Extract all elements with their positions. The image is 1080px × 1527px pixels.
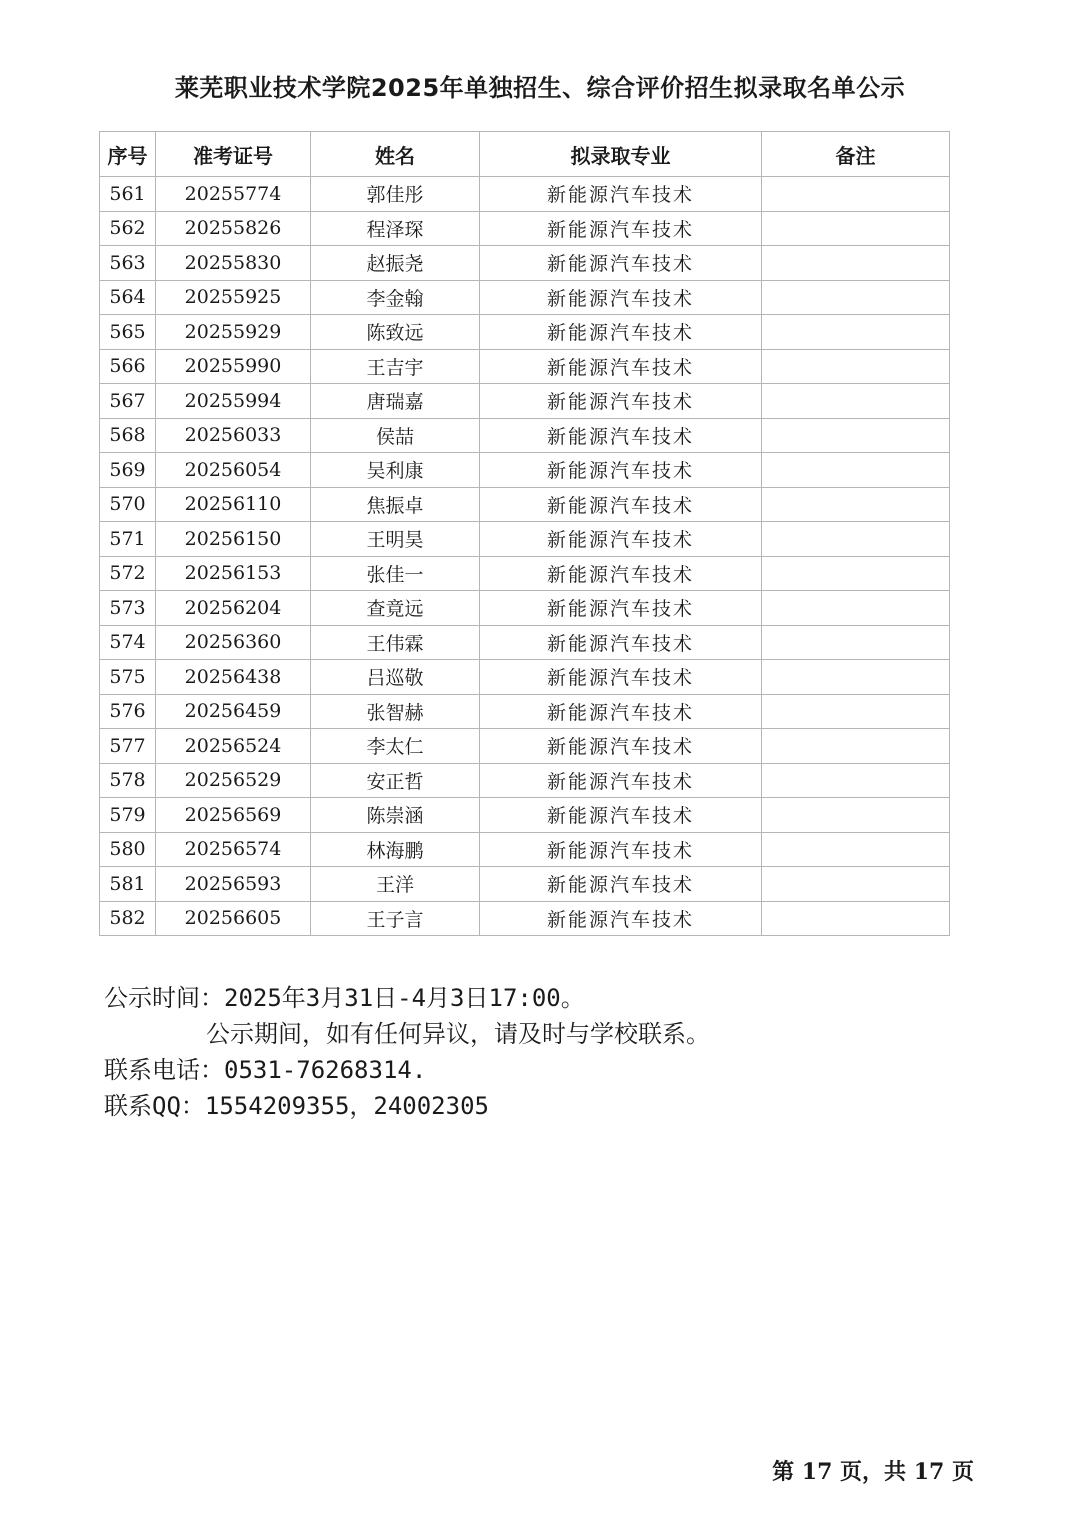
cell-exam-id: 20255774 — [156, 177, 311, 212]
cell-exam-id: 20256574 — [156, 832, 311, 867]
cell-seq: 569 — [100, 453, 156, 488]
cell-exam-id: 20256033 — [156, 418, 311, 453]
cell-seq: 567 — [100, 384, 156, 419]
cell-seq: 566 — [100, 349, 156, 384]
cell-major: 新能源汽车技术 — [480, 556, 762, 591]
cell-remarks — [762, 384, 950, 419]
cell-remarks — [762, 453, 950, 488]
cell-name: 查竟远 — [311, 591, 480, 626]
notice-objection: 公示期间，如有任何异议，请及时与学校联系。 — [206, 1020, 710, 1048]
cell-seq: 575 — [100, 660, 156, 695]
cell-name: 陈崇涵 — [311, 798, 480, 833]
header-exam-id: 准考证号 — [156, 132, 311, 177]
table-row — [100, 660, 950, 695]
table-row — [100, 211, 950, 246]
cell-exam-id: 20255830 — [156, 246, 311, 281]
cell-major: 新能源汽车技术 — [480, 867, 762, 902]
cell-exam-id: 20256459 — [156, 694, 311, 729]
cell-major: 新能源汽车技术 — [480, 729, 762, 764]
cell-remarks — [762, 867, 950, 902]
cell-seq: 572 — [100, 556, 156, 591]
cell-seq: 573 — [100, 591, 156, 626]
cell-name: 王伟霖 — [311, 625, 480, 660]
cell-remarks — [762, 280, 950, 315]
cell-major: 新能源汽车技术 — [480, 487, 762, 522]
cell-major: 新能源汽车技术 — [480, 763, 762, 798]
cell-exam-id: 20256593 — [156, 867, 311, 902]
cell-major: 新能源汽车技术 — [480, 280, 762, 315]
cell-exam-id: 20255925 — [156, 280, 311, 315]
cell-remarks — [762, 591, 950, 626]
cell-exam-id: 20256204 — [156, 591, 311, 626]
cell-seq: 576 — [100, 694, 156, 729]
cell-major: 新能源汽车技术 — [480, 418, 762, 453]
table-row — [100, 556, 950, 591]
table-row — [100, 487, 950, 522]
cell-remarks — [762, 729, 950, 764]
table-row — [100, 453, 950, 488]
cell-remarks — [762, 487, 950, 522]
contact-qq: 联系QQ：1554209355，24002305 — [104, 1092, 489, 1120]
cell-exam-id: 20255994 — [156, 384, 311, 419]
header-remarks: 备注 — [762, 132, 950, 177]
cell-name: 张智赫 — [311, 694, 480, 729]
cell-exam-id: 20255929 — [156, 315, 311, 350]
cell-remarks — [762, 211, 950, 246]
cell-remarks — [762, 349, 950, 384]
cell-name: 赵振尧 — [311, 246, 480, 281]
cell-major: 新能源汽车技术 — [480, 798, 762, 833]
cell-exam-id: 20255826 — [156, 211, 311, 246]
table-row — [100, 384, 950, 419]
table-row — [100, 901, 950, 936]
cell-name: 吴利康 — [311, 453, 480, 488]
contact-phone: 联系电话：0531-76268314. — [104, 1056, 427, 1084]
cell-name: 王明昊 — [311, 522, 480, 557]
cell-remarks — [762, 798, 950, 833]
cell-seq: 561 — [100, 177, 156, 212]
cell-exam-id: 20256438 — [156, 660, 311, 695]
table-header-row — [100, 132, 950, 177]
cell-seq: 563 — [100, 246, 156, 281]
page-number: 第 17 页，共 17 页 — [772, 1459, 974, 1485]
cell-exam-id: 20256569 — [156, 798, 311, 833]
cell-name: 李金翰 — [311, 280, 480, 315]
cell-major: 新能源汽车技术 — [480, 349, 762, 384]
table-body — [100, 177, 950, 936]
cell-seq: 564 — [100, 280, 156, 315]
cell-remarks — [762, 832, 950, 867]
notice-block — [104, 980, 1004, 1124]
cell-name: 陈致远 — [311, 315, 480, 350]
cell-seq: 574 — [100, 625, 156, 660]
cell-seq: 579 — [100, 798, 156, 833]
table-row — [100, 763, 950, 798]
cell-seq: 570 — [100, 487, 156, 522]
cell-seq: 568 — [100, 418, 156, 453]
cell-seq: 581 — [100, 867, 156, 902]
cell-major: 新能源汽车技术 — [480, 453, 762, 488]
cell-seq: 580 — [100, 832, 156, 867]
cell-name: 焦振卓 — [311, 487, 480, 522]
cell-major: 新能源汽车技术 — [480, 625, 762, 660]
cell-exam-id: 20255990 — [156, 349, 311, 384]
cell-major: 新能源汽车技术 — [480, 591, 762, 626]
notice-period: 公示时间：2025年3月31日-4月3日17:00。 — [104, 984, 585, 1012]
cell-seq: 562 — [100, 211, 156, 246]
cell-seq: 578 — [100, 763, 156, 798]
cell-name: 张佳一 — [311, 556, 480, 591]
cell-major: 新能源汽车技术 — [480, 384, 762, 419]
document-title: 莱芜职业技术学院2025年单独招生、综合评价招生拟录取名单公示 — [174, 74, 906, 102]
cell-remarks — [762, 694, 950, 729]
table-row — [100, 591, 950, 626]
cell-exam-id: 20256529 — [156, 763, 311, 798]
cell-name: 王吉宇 — [311, 349, 480, 384]
cell-major: 新能源汽车技术 — [480, 246, 762, 281]
cell-remarks — [762, 246, 950, 281]
cell-major: 新能源汽车技术 — [480, 660, 762, 695]
cell-major: 新能源汽车技术 — [480, 832, 762, 867]
cell-seq: 565 — [100, 315, 156, 350]
cell-remarks — [762, 901, 950, 936]
cell-exam-id: 20256110 — [156, 487, 311, 522]
cell-name: 王子言 — [311, 901, 480, 936]
table-row — [100, 832, 950, 867]
cell-remarks — [762, 522, 950, 557]
cell-exam-id: 20256150 — [156, 522, 311, 557]
cell-remarks — [762, 660, 950, 695]
cell-name: 唐瑞嘉 — [311, 384, 480, 419]
cell-remarks — [762, 625, 950, 660]
cell-major: 新能源汽车技术 — [480, 694, 762, 729]
cell-major: 新能源汽车技术 — [480, 177, 762, 212]
cell-exam-id: 20256054 — [156, 453, 311, 488]
table-row — [100, 522, 950, 557]
cell-name: 程泽琛 — [311, 211, 480, 246]
table-row — [100, 867, 950, 902]
cell-name: 吕巡敬 — [311, 660, 480, 695]
admission-table — [99, 131, 950, 936]
cell-remarks — [762, 177, 950, 212]
header-seq: 序号 — [100, 132, 156, 177]
cell-name: 安正哲 — [311, 763, 480, 798]
cell-seq: 582 — [100, 901, 156, 936]
table-row — [100, 315, 950, 350]
table-row — [100, 798, 950, 833]
cell-name: 王洋 — [311, 867, 480, 902]
cell-name: 郭佳彤 — [311, 177, 480, 212]
cell-remarks — [762, 315, 950, 350]
cell-name: 李太仁 — [311, 729, 480, 764]
table-row — [100, 280, 950, 315]
cell-name: 侯喆 — [311, 418, 480, 453]
table-row — [100, 246, 950, 281]
cell-major: 新能源汽车技术 — [480, 522, 762, 557]
cell-remarks — [762, 556, 950, 591]
cell-seq: 571 — [100, 522, 156, 557]
header-name: 姓名 — [311, 132, 480, 177]
table-row — [100, 349, 950, 384]
cell-exam-id: 20256524 — [156, 729, 311, 764]
cell-name: 林海鹏 — [311, 832, 480, 867]
table-row — [100, 177, 950, 212]
header-major: 拟录取专业 — [480, 132, 762, 177]
cell-major: 新能源汽车技术 — [480, 211, 762, 246]
table-row — [100, 625, 950, 660]
cell-remarks — [762, 418, 950, 453]
cell-remarks — [762, 763, 950, 798]
cell-exam-id: 20256153 — [156, 556, 311, 591]
cell-exam-id: 20256360 — [156, 625, 311, 660]
table-row — [100, 729, 950, 764]
table-row — [100, 418, 950, 453]
cell-major: 新能源汽车技术 — [480, 901, 762, 936]
table-row — [100, 694, 950, 729]
cell-major: 新能源汽车技术 — [480, 315, 762, 350]
cell-seq: 577 — [100, 729, 156, 764]
cell-exam-id: 20256605 — [156, 901, 311, 936]
